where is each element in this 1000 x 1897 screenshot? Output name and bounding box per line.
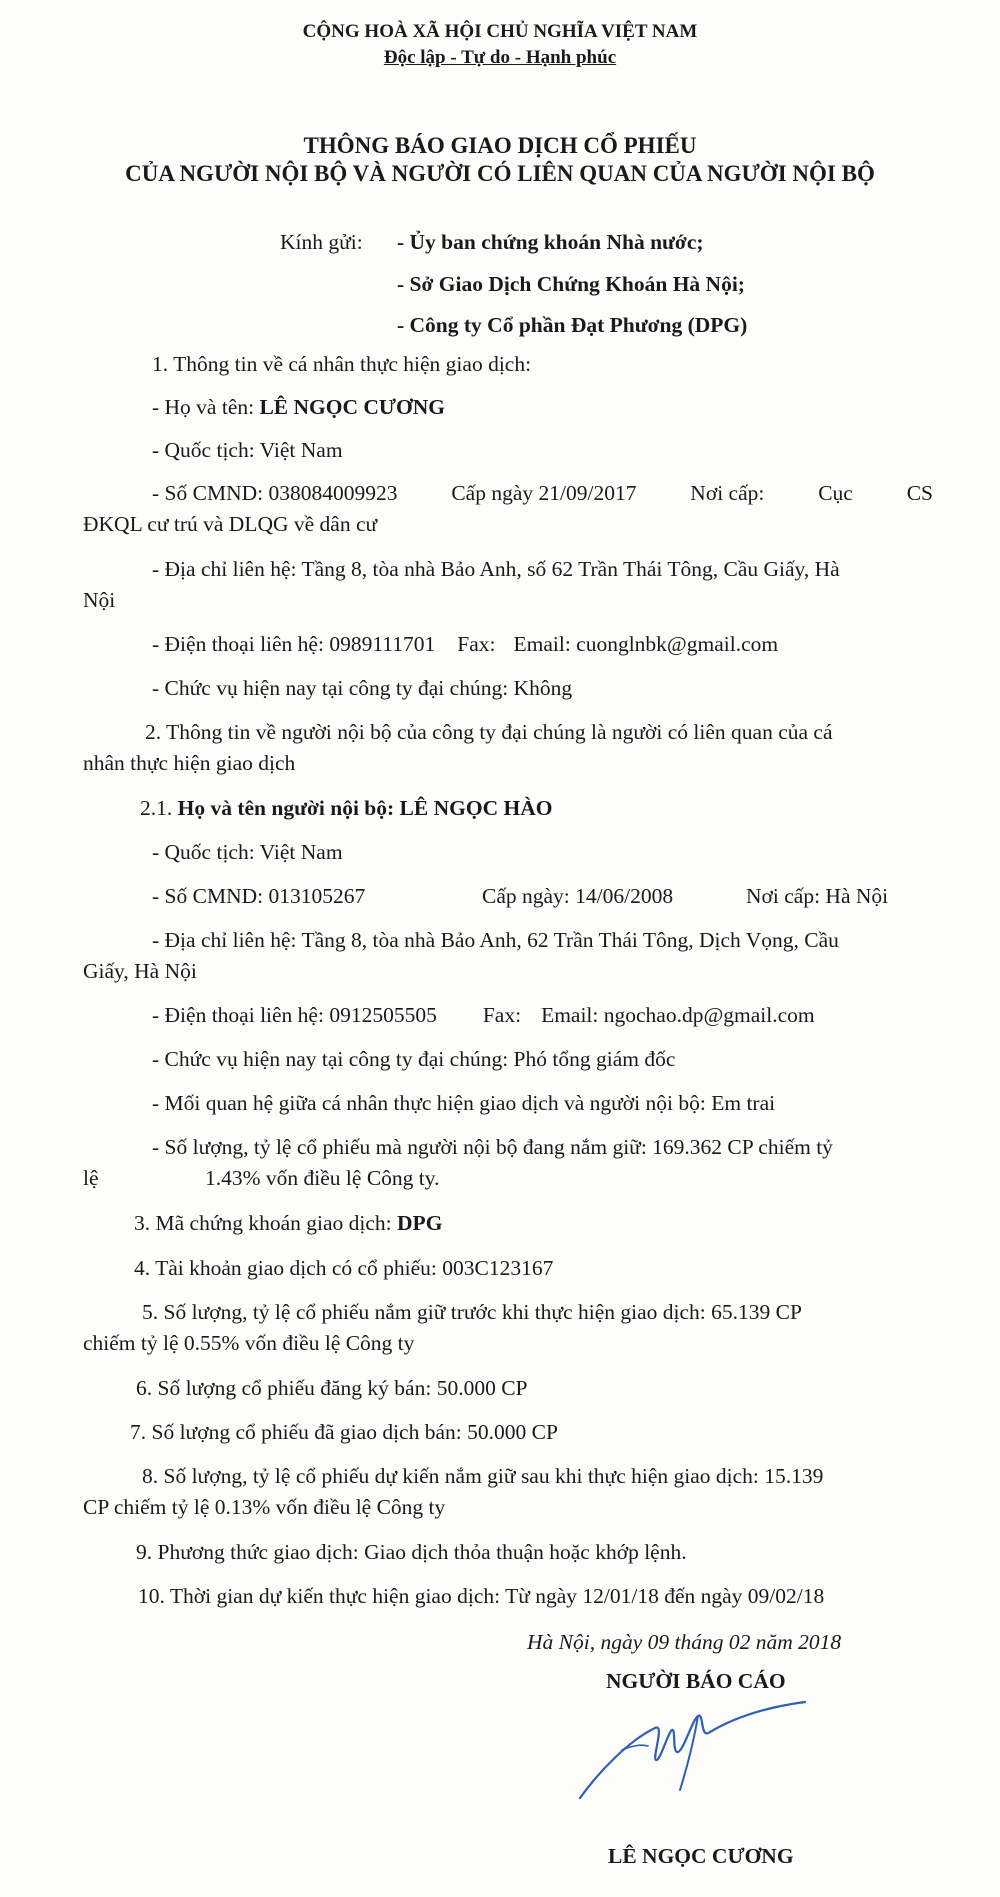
- section1-nationality: - Quốc tịch: Việt Nam: [152, 438, 343, 462]
- item-6: 6. Số lượng cổ phiếu đăng ký bán: 50.000 CP: [136, 1376, 528, 1400]
- recipient-3: - Công ty Cổ phần Đạt Phương (DPG): [397, 313, 748, 337]
- national-motto: Độc lập - Tự do - Hạnh phúc: [383, 47, 617, 68]
- section2-heading-cont: nhân thực hiện giao dịch: [83, 751, 296, 775]
- section2-holding-cont-b: 1.43% vốn điều lệ Công ty.: [205, 1166, 440, 1190]
- phone: - Điện thoại liên hệ: 0989111701: [152, 632, 436, 656]
- section2-holding-cont-a: lệ: [83, 1166, 99, 1190]
- id-place-label: Nơi cấp:: [690, 481, 765, 505]
- section2-nationality: - Quốc tịch: Việt Nam: [152, 840, 343, 864]
- item-10: 10. Thời gian dự kiến thực hiện giao dịch: Từ ngày 12/01/18 đến ngày 09/02/18: [138, 1584, 825, 1608]
- item-9: 9. Phương thức giao dịch: Giao dịch thỏa thuận hoặc khớp lệnh.: [136, 1540, 687, 1564]
- section2-id-place: Nơi cấp: Hà Nội: [746, 884, 889, 908]
- item-8: 8. Số lượng, tỷ lệ cổ phiếu dự kiến nắm giữ sau khi thực hiện giao dịch: 15.139: [142, 1464, 824, 1488]
- national-title: CỘNG HOÀ XÃ HỘI CHỦ NGHĨA VIỆT NAM: [302, 21, 698, 42]
- section1-id-row: [152, 479, 933, 507]
- document-title-line2: CỦA NGƯỜI NỘI BỘ VÀ NGƯỜI CÓ LIÊN QUAN CỦA NGƯỜI NỘI BỘ: [125, 161, 875, 186]
- item-5: 5. Số lượng, tỷ lệ cổ phiếu nắm giữ trước khi thực hiện giao dịch: 65.139 CP: [142, 1300, 802, 1324]
- recipient-2: - Sở Giao Dịch Chứng Khoán Hà Nội;: [397, 272, 745, 296]
- section1-contact: [152, 630, 778, 658]
- phone: - Điện thoại liên hệ: 0912505505: [152, 1003, 437, 1027]
- section1-id-place-cont: ĐKQL cư trú và DLQG về dân cư: [83, 512, 378, 536]
- section1-address-cont: Nội: [83, 588, 116, 612]
- item-5-cont: chiếm tỷ lệ 0.55% vốn điều lệ Công ty: [83, 1331, 415, 1355]
- id-place-b: CS: [906, 481, 933, 505]
- item-8-cont: CP chiếm tỷ lệ 0.13% vốn điều lệ Công ty: [83, 1495, 446, 1519]
- sub-label: 2.1.: [140, 796, 178, 820]
- fax: Fax:: [482, 1003, 522, 1027]
- signature-icon: [560, 1680, 820, 1820]
- insider-name: Họ và tên người nội bộ: LÊ NGỌC HÀO: [177, 796, 553, 820]
- recipients-label: Kính gửi:: [280, 230, 363, 254]
- place-date: Hà Nội, ngày 09 tháng 02 năm 2018: [527, 1630, 842, 1654]
- section1-position: - Chức vụ hiện nay tại công ty đại chúng: Không: [152, 676, 573, 700]
- id-place-a: Cục: [818, 481, 853, 505]
- email: Email: cuonglnbk@gmail.com: [513, 632, 779, 656]
- item-7: 7. Số lượng cổ phiếu đã giao dịch bán: 50.000 CP: [130, 1420, 558, 1444]
- id-number: - Số CMND: 038084009923: [152, 481, 398, 505]
- item-3-label: 3. Mã chứng khoán giao dịch:: [134, 1211, 398, 1235]
- section1-name: [152, 393, 445, 421]
- stock-code: DPG: [397, 1211, 443, 1235]
- section2-position: - Chức vụ hiện nay tại công ty đại chúng: Phó tổng giám đốc: [152, 1047, 676, 1071]
- section2-id-number: - Số CMND: 013105267: [152, 884, 366, 908]
- section2-address-cont: Giấy, Hà Nội: [83, 959, 197, 983]
- item-4: 4. Tài khoản giao dịch có cổ phiếu: 003C123167: [134, 1256, 554, 1280]
- item-3: [134, 1209, 442, 1237]
- section2-holding: - Số lượng, tỷ lệ cổ phiếu mà người nội bộ đang nắm giữ: 169.362 CP chiếm tỷ: [152, 1135, 833, 1159]
- fax: Fax:: [457, 632, 496, 656]
- section1-heading: 1. Thông tin về cá nhân thực hiện giao dịch:: [152, 352, 532, 376]
- signer-name: LÊ NGỌC CƯƠNG: [608, 1844, 794, 1868]
- name-value: LÊ NGỌC CƯƠNG: [259, 395, 446, 419]
- recipient-1: - Ủy ban chứng khoán Nhà nước;: [397, 230, 704, 254]
- section1-address: - Địa chỉ liên hệ: Tầng 8, tòa nhà Bảo Anh, số 62 Trần Thái Tông, Cầu Giấy, Hà: [152, 557, 840, 581]
- document-title-line1: THÔNG BÁO GIAO DỊCH CỔ PHIẾU: [303, 133, 697, 158]
- name-label: - Họ và tên:: [152, 395, 260, 419]
- section2-contact: [152, 1001, 815, 1029]
- section2-relation: - Mối quan hệ giữa cá nhân thực hiện giao dịch và người nội bộ: Em trai: [152, 1091, 776, 1115]
- id-date: Cấp ngày 21/09/2017: [451, 481, 637, 505]
- section2-id-date: Cấp ngày: 14/06/2008: [482, 884, 674, 908]
- section2-address: - Địa chỉ liên hệ: Tầng 8, tòa nhà Bảo Anh, 62 Trần Thái Tông, Dịch Vọng, Cầu: [152, 928, 839, 952]
- email: Email: ngochao.dp@gmail.com: [541, 1003, 815, 1027]
- reporter-label: NGƯỜI BÁO CÁO: [606, 1669, 786, 1693]
- section2-heading: 2. Thông tin về người nội bộ của công ty đại chúng là người có liên quan của cá: [145, 720, 833, 744]
- section2-subheading: [140, 794, 552, 822]
